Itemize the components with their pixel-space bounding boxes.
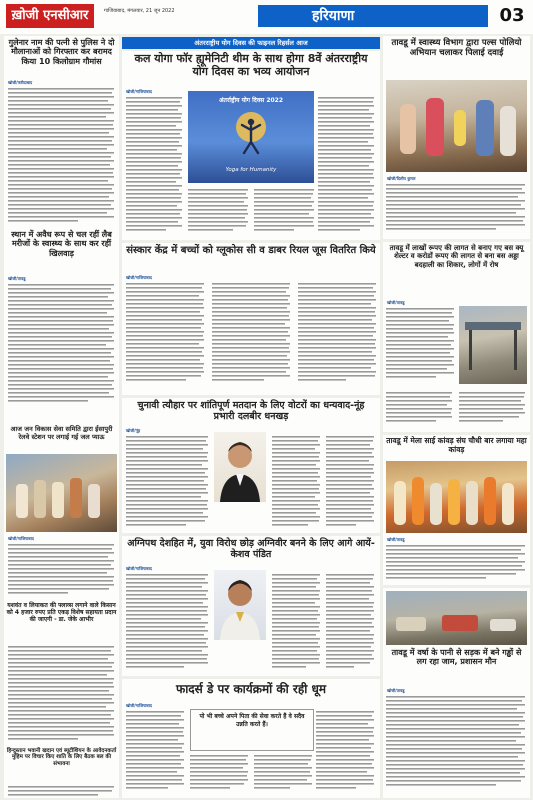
health-byline: खोजी/दिलीप कुमार [387,176,416,181]
election-body-right [272,434,376,530]
sanskar-byline: खोजी/गाजियाबाद [126,275,152,280]
story3-byline: खोजी/गाजियाबाद [8,536,34,541]
fathers-day-body-mid [190,753,312,795]
story1-headline: गुलेनार नाम की पत्नी से पुलिस ने दो मौलानाओं को गिरफ्तार कर बरामद किया 10 किलोग्राम गौमांस [8,38,115,66]
masthead-bar [0,0,533,34]
kanwar-byline: खोजी/तावडू [387,537,405,542]
story2-byline: खोजी/तावडू [8,276,26,281]
election-portrait [214,432,266,502]
election-headline: चुनावी त्यौहार पर शांतिपूर्ण मतदान के लिए वोटरों का धन्यवाद-नूंह प्रभारी दलबीर धनखड़ [137,400,365,423]
bus-stand-body-text [386,306,456,386]
section-banner [258,5,488,27]
sanskar-headline: संस्कार केंद्र में बच्चों को ग्लूकोस सी व डाबर रियल जूस वितरित किये [126,245,376,256]
story3-headline: आज जन विकास सेवा समिति द्वारा ईसापुरी रेलवे स्टेशन पर लगाई गई जल प्याऊ [10,425,113,441]
rain-road-headline: तावडू में वर्षा के पानी से सड़क में बने गड्ढों से लग रहा जाम, प्रशासन मौन [391,648,522,667]
bus-stand-headline: तावडू में लाखों रूपए की लागत से बनाए गए बस क्यू शेल्टर व करोडों रूपए की लागत से बना बस अड्डा बदहाली का शिकार, लोगों में रोष [389,244,524,269]
agniveer-body-left [126,572,210,672]
agniveer-byline: खोजी/गाजियाबाद [126,566,152,571]
fathers-day-body-right [316,709,376,795]
rain-road-photo [386,591,527,645]
election-byline: खोजी/नूंह [126,428,141,433]
yoga-story [122,51,380,240]
fathers-day-byline: खोजी/गाजियाबाद [126,703,152,708]
agniveer-body-right [272,572,376,672]
yoga-poster-title: अंतर्राष्ट्रीय योग दिवस 2022 [218,97,284,104]
kanwar-headline: तावडू में मेला साई कांवड़ संघ चौधी बार लगाया महा कांवड़ [386,436,527,454]
kanwar-body-text [386,543,527,583]
bus-stand-story [383,242,530,432]
fathers-day-headline: फादर्स डे पर कार्यक्रमों की रही धूम [175,682,327,696]
bus-stand-photo [459,306,527,384]
yoga-body-right [318,95,376,235]
election-body-left [126,434,210,530]
health-body-text [386,182,527,238]
story2-body-text [8,282,116,412]
agniveer-headline: अग्निपथ देशहित में, युवा विरोध छोड़ अग्निवीर बनने के लिए आगे आयें-केशव पंडित [127,538,375,561]
story4-headline: यशवंत व लियाकत की फ्लाव्स लगाने वाले किसान को 4 हजार रुपए प्रति एकड़ विशेष सहायता प्रदान की जाएगी - डा. जेके आभीर [6,602,117,624]
masthead-title: ख़ोजी एनसीआर [6,4,94,28]
yoga-poster [188,91,314,183]
yoga-headline: कल योगा फॉर ह्यूमेनिटी थीम के साथ होगा 8वें अंतरराष्ट्रीय योग दिवस का भव्य आयोजन [134,52,368,78]
yoga-body-under-poster [188,187,314,237]
sanskar-story [122,243,380,395]
left-column [4,36,119,798]
bus-stand-body-text-2 [386,390,527,430]
fathers-day-body-left [126,709,186,795]
story5-headline: हिन्दुस्तान भवानी खदान एवं ब्यूटीशियन के आवेदनकर्ता मुहिम पर विचार किए शाति के लिए बैठक बल की संभावना [6,748,117,767]
story3-body-text [8,542,116,600]
election-story [122,398,380,533]
kanwar-story [383,435,530,585]
yoga-byline: खोजी/गाजियाबाद [126,89,152,94]
yoga-poster-caption: Yoga for Humanity [225,167,277,173]
story1-byline: खोजी/फरीदाबाद [8,80,33,85]
rain-road-body-text [386,694,527,794]
story2-headline: स्थान में अवैध रूप से चल रहीं लैब मरीजों के स्वास्थ्य के साथ कर रहीं खिलवाड़ [11,230,112,258]
agniveer-story [122,536,380,676]
page-number: 03 [494,4,530,28]
story5-body-text [8,784,116,796]
section-band [122,37,380,49]
yoga-figure-icon [233,109,269,165]
story4-body-text [8,644,116,744]
health-headline: तावडू में स्वास्थ्य विभाग द्वारा पल्स पोलियो अभियान चलाकर पिलाई दवाई [391,38,522,59]
story3-photo [6,454,117,532]
fathers-day-story [122,679,380,798]
health-story [383,36,530,239]
yoga-body-left [126,95,184,235]
person-portrait-icon [214,432,266,502]
person-portrait-icon [214,570,266,640]
health-photo [386,80,527,172]
rain-road-story [383,588,530,798]
fathers-day-callout-text: पो भी बच्चे अपने पिता की सेवा करते हैं वे सदैव उन्नति करते हैं। [199,713,305,728]
bus-stand-byline: खोजी/तावडू [387,300,405,305]
sanskar-body-text [126,281,376,391]
date-line: गाजियाबाद, मंगलवार, 21 जून 2022 [104,8,175,14]
fathers-day-callout [190,709,314,751]
story1-body-text [8,86,116,226]
section-title: हरियाणा [312,8,355,24]
section-band-text: अंतरराष्ट्रीय योग दिवस की फाइनल रिहर्सल आज [194,39,308,47]
kanwar-photo [386,461,527,533]
agniveer-portrait [214,570,266,640]
rain-road-byline: खोजी/तावडू [387,688,405,693]
